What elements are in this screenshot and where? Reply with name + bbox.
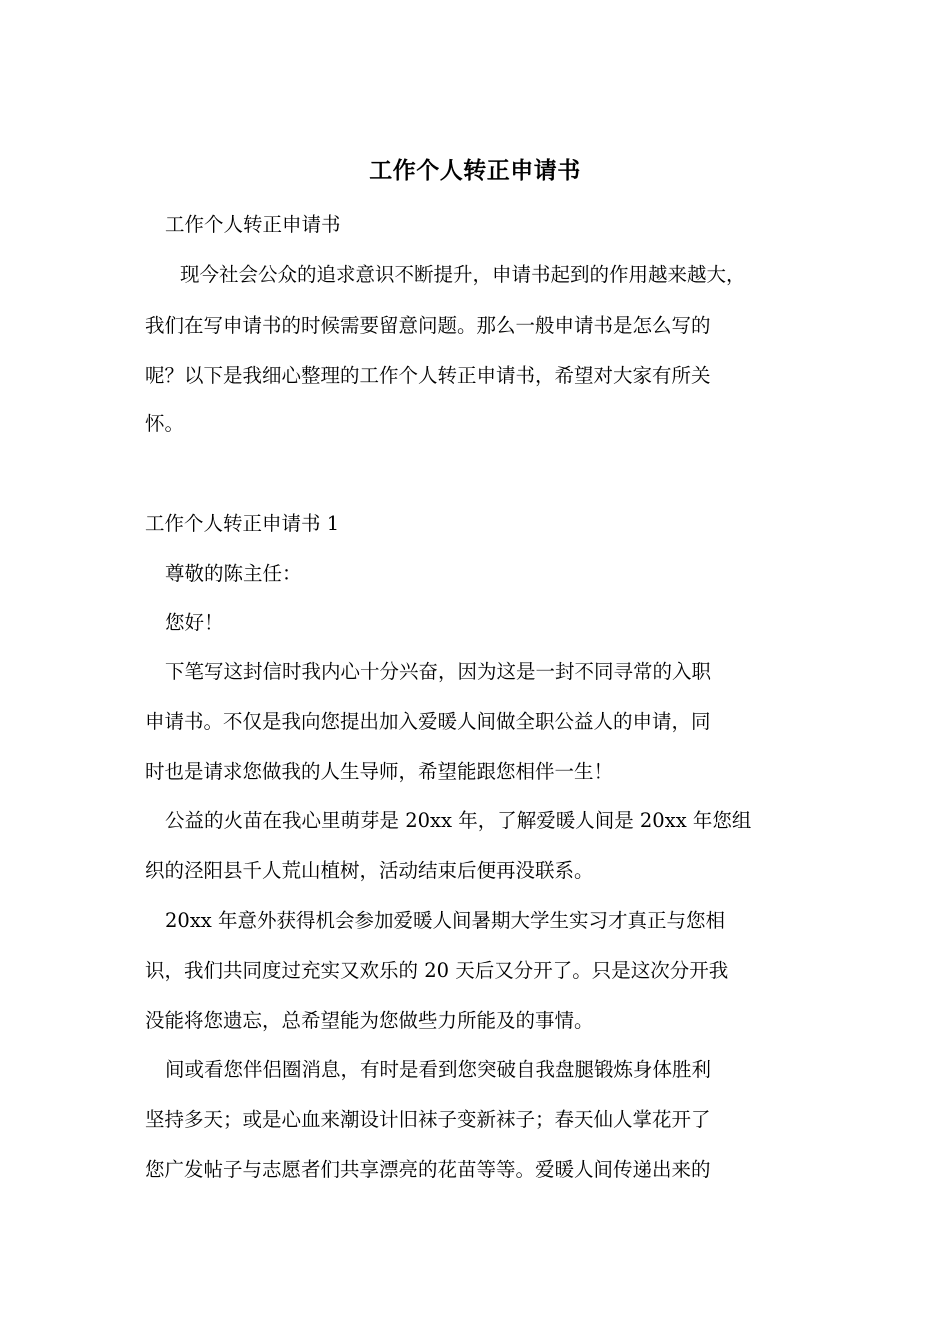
intro-line: 怀。 (145, 412, 185, 435)
section-heading: 工作个人转正申请书 1 (145, 512, 340, 535)
intro-line: 呢？以下是我细心整理的工作个人转正申请书，希望对大家有所关 (145, 364, 711, 387)
paragraph-line: 识，我们共同度过充实又欢乐的 20 天后又分开了。只是这次分开我 (145, 959, 729, 982)
paragraph-line: 20xx 年意外获得机会参加爱暖人间暑期大学生实习才真正与您相 (165, 909, 726, 932)
paragraph-line: 公益的火苗在我心里萌芽是 20xx 年，了解爱暖人间是 20xx 年您组 (165, 809, 752, 832)
paragraph-line: 织的泾阳县千人荒山植树，活动结束后便再没联系。 (145, 859, 594, 882)
document-title: 工作个人转正申请书 (369, 157, 581, 184)
paragraph-line: 没能将您遗忘，总希望能为您做些力所能及的事情。 (145, 1009, 594, 1032)
paragraph-line: 申请书。不仅是我向您提出加入爱暖人间做全职公益人的申请，同 (145, 710, 711, 733)
paragraph-line: 间或看您伴侣圈消息，有时是看到您突破自我盘腿锻炼身体胜利 (165, 1058, 712, 1081)
document-subtitle: 工作个人转正申请书 (165, 213, 341, 236)
intro-line: 现今社会公众的追求意识不断提升，申请书起到的作用越来越大， (180, 263, 746, 286)
intro-line: 我们在写申请书的时候需要留意问题。那么一般申请书是怎么写的 (145, 314, 711, 337)
greeting: 您好！ (165, 611, 224, 634)
paragraph-line: 时也是请求您做我的人生导师，希望能跟您相伴一生！ (145, 760, 614, 783)
paragraph-line: 您广发帖子与志愿者们共享漂亮的花苗等等。爱暖人间传递出来的 (145, 1158, 711, 1181)
salutation: 尊敬的陈主任： (165, 562, 302, 585)
paragraph-line: 下笔写这封信时我内心十分兴奋，因为这是一封不同寻常的入职 (165, 660, 712, 683)
paragraph-line: 坚持多天；或是心血来潮设计旧袜子变新袜子；春天仙人掌花开了 (145, 1108, 711, 1131)
